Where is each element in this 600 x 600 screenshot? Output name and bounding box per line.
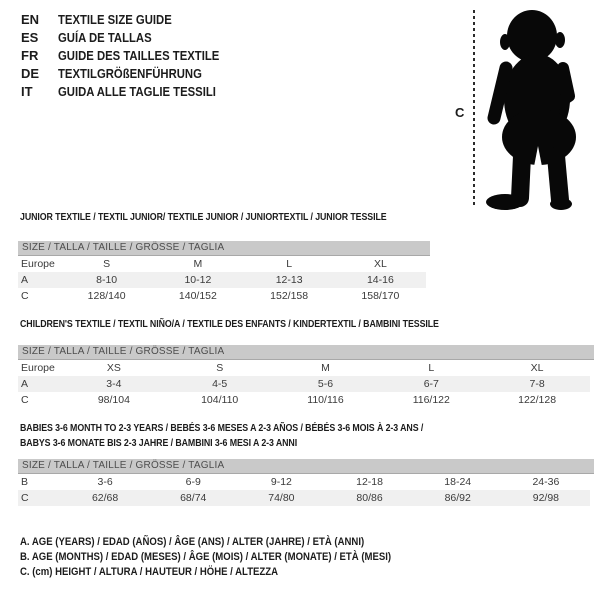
- table-row: [18, 490, 590, 506]
- language-title: TEXTILGRÖßENFÜHRUNG: [58, 66, 202, 81]
- table-row: [18, 392, 590, 408]
- language-row-fr: [21, 47, 243, 65]
- size-cell: 128/140: [87, 290, 126, 302]
- babies-table-title-line1: BABIES 3-6 MONTH TO 2-3 YEARS / BEBÉS 3-6 MESES A 2-3 AÑOS / BÉBÉS 3-6 MOIS À 2-3 ANS /: [20, 422, 424, 434]
- table-row: [18, 288, 426, 304]
- size-cell: 24-36: [532, 476, 560, 488]
- row-label: C: [21, 290, 29, 302]
- size-cell: S: [103, 258, 111, 270]
- size-cell: 98/104: [97, 394, 130, 406]
- language-row-de: [21, 65, 243, 83]
- junior-table-title: JUNIOR TEXTILE / TEXTIL JUNIOR/ TEXTILE JUNIOR / JUNIORTEXTIL / JUNIOR TESSILE: [20, 211, 387, 223]
- language-title: GUÍA DE TALLAS: [58, 30, 152, 45]
- size-cell: XL: [373, 258, 387, 270]
- size-cell: 18-24: [444, 476, 472, 488]
- table-row: [18, 256, 426, 272]
- children-size-table: [18, 360, 590, 408]
- junior-size-table: [18, 256, 426, 304]
- size-cell: 9-12: [270, 476, 292, 488]
- size-cell: 12-18: [356, 476, 383, 488]
- size-cell: XL: [530, 362, 544, 374]
- table-row: [18, 360, 590, 376]
- row-label: Europe: [21, 258, 55, 270]
- size-header-bar: SIZE / TALLA / TAILLE / GRÖSSE / TAGLIA: [18, 345, 594, 360]
- babies-size-table: [18, 474, 590, 506]
- size-cell: 10-12: [184, 274, 212, 286]
- language-row-es: [21, 29, 243, 47]
- table-row: [18, 272, 426, 288]
- toddler-silhouette-icon: [484, 6, 600, 210]
- measure-legend: [20, 535, 447, 580]
- size-cell: 104/110: [201, 394, 239, 406]
- size-cell: 7-8: [529, 378, 545, 390]
- size-header-bar: SIZE / TALLA / TAILLE / GRÖSSE / TAGLIA: [18, 459, 594, 474]
- row-label: B: [21, 476, 29, 488]
- row-label: Europe: [21, 362, 55, 374]
- table-row: [18, 474, 590, 490]
- language-title: GUIDE DES TAILLES TEXTILE: [58, 48, 220, 63]
- size-cell: S: [216, 362, 224, 374]
- legend-height-cm: C. (cm) HEIGHT / ALTURA / HAUTEUR / HÖHE / ALTEZZA: [20, 566, 279, 578]
- table-row: [18, 376, 590, 392]
- size-cell: 14-16: [366, 274, 394, 286]
- size-cell: 3-6: [97, 476, 113, 488]
- height-measure-label: C: [455, 105, 465, 120]
- size-cell: 92/98: [532, 492, 560, 504]
- row-label: A: [21, 274, 29, 286]
- language-row-it: [21, 83, 243, 101]
- language-title-list: [21, 11, 243, 101]
- size-cell: M: [193, 258, 203, 270]
- size-cell: L: [428, 362, 435, 374]
- size-cell: 68/74: [180, 492, 207, 504]
- language-code: ES: [21, 30, 39, 45]
- babies-table-title-line2: BABYS 3-6 MONATE BIS 2-3 JAHRE / BAMBINI 3-6 MESI A 2-3 ANNI: [20, 437, 298, 449]
- size-cell: 158/170: [361, 290, 400, 302]
- language-code: DE: [21, 66, 40, 81]
- size-cell: 80/86: [356, 492, 383, 504]
- row-label: C: [21, 394, 29, 406]
- size-header-bar: SIZE / TALLA / TAILLE / GRÖSSE / TAGLIA: [18, 241, 430, 256]
- size-cell: 12-13: [275, 274, 303, 286]
- size-cell: 152/158: [270, 290, 309, 302]
- size-cell: 122/128: [518, 394, 557, 406]
- size-cell: 8-10: [96, 274, 118, 286]
- size-cell: XS: [106, 362, 121, 374]
- language-title: TEXTILE SIZE GUIDE: [58, 12, 172, 27]
- size-cell: 140/152: [178, 290, 217, 302]
- size-cell: 3-4: [106, 378, 122, 390]
- size-cell: L: [286, 258, 293, 270]
- size-cell: 116/122: [412, 394, 450, 406]
- size-cell: 86/92: [444, 492, 471, 504]
- size-cell: 62/68: [91, 492, 119, 504]
- row-label: C: [21, 492, 29, 504]
- row-label: A: [21, 378, 29, 390]
- children-table-title: CHILDREN'S TEXTILE / TEXTIL NIÑO/A / TEXTILE DES ENFANTS / KINDERTEXTIL / BAMBINI TESSILE: [20, 318, 439, 330]
- language-code: FR: [21, 48, 39, 63]
- size-cell: 74/80: [268, 492, 295, 504]
- size-cell: 5-6: [317, 378, 334, 390]
- size-cell: M: [321, 362, 330, 374]
- height-dashed-line: [473, 10, 475, 208]
- language-code: IT: [21, 84, 33, 99]
- language-code: EN: [21, 12, 40, 27]
- size-cell: 4-5: [212, 378, 228, 390]
- legend-age-years: A. AGE (YEARS) / EDAD (AÑOS) / ÂGE (ANS) / ALTER (JAHRE) / ETÀ (ANNI): [20, 536, 365, 548]
- language-row-en: [21, 11, 243, 29]
- legend-age-months: B. AGE (MONTHS) / EDAD (MESES) / ÂGE (MOIS) / ALTER (MONATE) / ETÀ (MESI): [20, 551, 392, 563]
- size-cell: 110/116: [307, 394, 344, 406]
- size-cell: 6-9: [185, 476, 201, 488]
- language-title: GUIDA ALLE TAGLIE TESSILI: [58, 84, 216, 99]
- size-cell: 6-7: [423, 378, 439, 390]
